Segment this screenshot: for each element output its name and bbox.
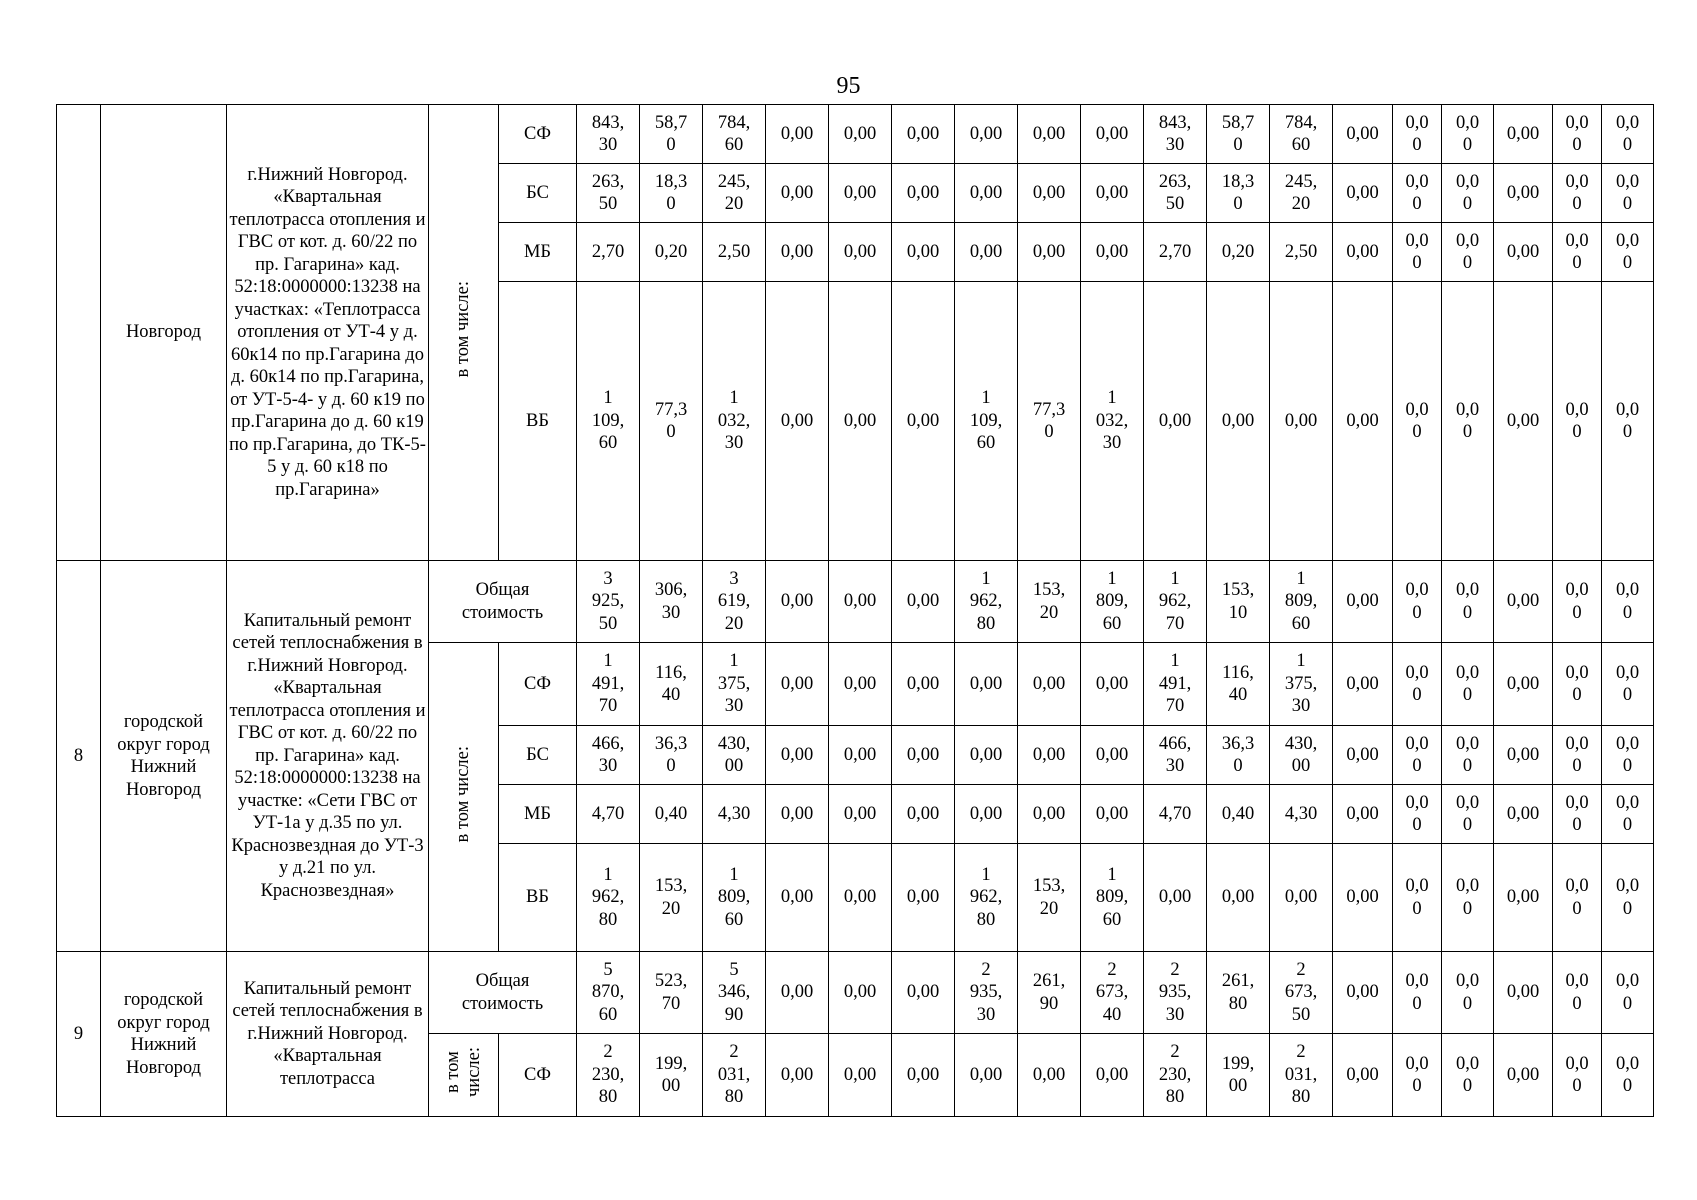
- value-cell: 0,00: [1494, 643, 1553, 726]
- value-cell: 0,0 0: [1393, 643, 1442, 726]
- value-cell: 0,00: [766, 1034, 829, 1117]
- value-cell: 261, 80: [1207, 952, 1270, 1034]
- value-cell: 2,70: [1144, 223, 1207, 282]
- value-cell: 0,00: [1494, 844, 1553, 952]
- value-cell: 0,00: [1018, 1034, 1081, 1117]
- value-cell: 2 935, 30: [955, 952, 1018, 1034]
- value-cell: 430, 00: [1270, 726, 1333, 785]
- value-cell: 0,00: [766, 282, 829, 561]
- value-cell: 1 809, 60: [1081, 561, 1144, 643]
- value-cell: 0,00: [892, 785, 955, 844]
- value-cell: 58,7 0: [1207, 105, 1270, 164]
- value-cell: 0,0 0: [1393, 105, 1442, 164]
- value-cell: 0,00: [1494, 726, 1553, 785]
- value-cell: 0,00: [1081, 105, 1144, 164]
- value-cell: 0,00: [766, 105, 829, 164]
- value-cell: 0,00: [829, 105, 892, 164]
- value-cell: 0,00: [1018, 105, 1081, 164]
- value-cell: 1 032, 30: [703, 282, 766, 561]
- value-cell: 0,0 0: [1442, 643, 1494, 726]
- value-cell: 0,0 0: [1442, 844, 1494, 952]
- value-cell: 2 935, 30: [1144, 952, 1207, 1034]
- value-cell: 36,3 0: [1207, 726, 1270, 785]
- value-cell: 0,0 0: [1553, 844, 1602, 952]
- table-row: [57, 561, 1654, 643]
- value-cell: 0,00: [1018, 785, 1081, 844]
- value-cell: 1 809, 60: [1270, 561, 1333, 643]
- value-cell: 843, 30: [1144, 105, 1207, 164]
- value-cell: 0,0 0: [1442, 164, 1494, 223]
- value-cell: 0,00: [766, 643, 829, 726]
- value-cell: 199, 00: [640, 1034, 703, 1117]
- value-cell: 784, 60: [703, 105, 766, 164]
- value-cell: 1 491, 70: [1144, 643, 1207, 726]
- value-cell: 0,00: [766, 844, 829, 952]
- value-cell: 0,00: [829, 561, 892, 643]
- value-cell: 0,00: [892, 726, 955, 785]
- value-cell: 0,0 0: [1442, 282, 1494, 561]
- value-cell: 0,20: [1207, 223, 1270, 282]
- value-cell: 1 962, 80: [955, 561, 1018, 643]
- value-cell: 0,00: [1018, 643, 1081, 726]
- value-cell: 306, 30: [640, 561, 703, 643]
- value-cell: 0,00: [1494, 785, 1553, 844]
- in-that-number-label: в том числе:: [429, 105, 499, 561]
- value-cell: 58,7 0: [640, 105, 703, 164]
- value-cell: 0,00: [1333, 785, 1393, 844]
- value-cell: 0,0 0: [1602, 643, 1654, 726]
- value-cell: 0,00: [1333, 844, 1393, 952]
- value-cell: 0,00: [1018, 223, 1081, 282]
- value-cell: 1 109, 60: [577, 282, 640, 561]
- value-cell: 4,70: [1144, 785, 1207, 844]
- value-cell: 0,0 0: [1602, 844, 1654, 952]
- value-cell: 0,00: [892, 1034, 955, 1117]
- value-cell: 0,00: [766, 223, 829, 282]
- value-cell: 0,0 0: [1602, 1034, 1654, 1117]
- value-cell: 0,0 0: [1442, 561, 1494, 643]
- value-cell: 0,00: [829, 282, 892, 561]
- value-cell: 0,00: [1333, 952, 1393, 1034]
- project-description: Капитальный ремонт сетей теплоснабжения в г.Нижний Новгород. «Квартальная теплотрасса отопления и ГВС от кот. д. 60/22 по пр. Гагарина» кад. 52:18:0000000:13238 на участке: «Сети ГВС от УТ-1а у д.35 по ул. Краснозвездная до УТ-3 у д.21 по ул. Краснозвездная»: [227, 561, 429, 952]
- value-cell: 263, 50: [1144, 164, 1207, 223]
- value-cell: 1 809, 60: [1081, 844, 1144, 952]
- value-cell: 0,00: [1333, 726, 1393, 785]
- value-cell: 0,00: [829, 223, 892, 282]
- value-cell: 0,00: [1144, 282, 1207, 561]
- value-cell: 430, 00: [703, 726, 766, 785]
- in-that-number-label: в том числе:: [429, 643, 499, 952]
- project-description: г.Нижний Новгород. «Квартальная теплотрасса отопления и ГВС от кот. д. 60/22 по пр. Гагарина» кад. 52:18:0000000:13238 на участках: «Теплотрасса отопления от УТ-4 у д. 60к14 по пр.Гагарина до д. 60к14 по пр.Гагарина, от УТ-5-4- у д. 60 к19 по пр.Гагарина до д. 60 к19 по пр.Гагарина, до ТК-5-5 у д. 60 к18 по пр.Гагарина»: [227, 105, 429, 561]
- value-cell: 0,0 0: [1393, 844, 1442, 952]
- value-cell: 0,00: [829, 643, 892, 726]
- value-cell: 0,00: [892, 952, 955, 1034]
- funding-source: БС: [499, 726, 577, 785]
- value-cell: 843, 30: [577, 105, 640, 164]
- budget-table: [56, 104, 1654, 1117]
- value-cell: 1 962, 80: [577, 844, 640, 952]
- value-cell: 153, 10: [1207, 561, 1270, 643]
- value-cell: 0,0 0: [1393, 1034, 1442, 1117]
- value-cell: 0,0 0: [1553, 952, 1602, 1034]
- value-cell: 0,00: [766, 785, 829, 844]
- value-cell: 0,00: [766, 164, 829, 223]
- value-cell: 0,00: [829, 1034, 892, 1117]
- value-cell: 77,3 0: [640, 282, 703, 561]
- value-cell: 0,0 0: [1553, 164, 1602, 223]
- funding-source: ВБ: [499, 844, 577, 952]
- value-cell: 116, 40: [1207, 643, 1270, 726]
- funding-source: МБ: [499, 223, 577, 282]
- value-cell: 0,0 0: [1442, 952, 1494, 1034]
- value-cell: 523, 70: [640, 952, 703, 1034]
- value-cell: 0,0 0: [1553, 643, 1602, 726]
- value-cell: 0,00: [1081, 1034, 1144, 1117]
- value-cell: 0,0 0: [1553, 561, 1602, 643]
- value-cell: 466, 30: [1144, 726, 1207, 785]
- value-cell: 0,0 0: [1602, 282, 1654, 561]
- value-cell: 0,00: [1494, 105, 1553, 164]
- value-cell: 0,0 0: [1553, 785, 1602, 844]
- value-cell: 1 109, 60: [955, 282, 1018, 561]
- value-cell: 0,00: [1018, 726, 1081, 785]
- value-cell: 0,00: [892, 105, 955, 164]
- value-cell: 261, 90: [1018, 952, 1081, 1034]
- value-cell: 0,00: [892, 844, 955, 952]
- value-cell: 3 925, 50: [577, 561, 640, 643]
- value-cell: 2 230, 80: [577, 1034, 640, 1117]
- value-cell: 0,00: [1207, 844, 1270, 952]
- funding-source: МБ: [499, 785, 577, 844]
- value-cell: 0,0 0: [1553, 223, 1602, 282]
- value-cell: 0,00: [1081, 643, 1144, 726]
- value-cell: 4,30: [1270, 785, 1333, 844]
- value-cell: 0,00: [955, 1034, 1018, 1117]
- value-cell: 0,00: [1081, 223, 1144, 282]
- value-cell: 2 673, 50: [1270, 952, 1333, 1034]
- value-cell: 245, 20: [1270, 164, 1333, 223]
- value-cell: 0,00: [1144, 844, 1207, 952]
- value-cell: 0,0 0: [1442, 726, 1494, 785]
- row-number-cell: 8: [57, 561, 101, 952]
- value-cell: 153, 20: [1018, 561, 1081, 643]
- value-cell: 0,0 0: [1602, 785, 1654, 844]
- value-cell: 0,00: [892, 223, 955, 282]
- value-cell: 153, 20: [640, 844, 703, 952]
- row-number-cell: [57, 105, 101, 561]
- value-cell: 1 491, 70: [577, 643, 640, 726]
- value-cell: 0,00: [1494, 223, 1553, 282]
- value-cell: 0,0 0: [1442, 223, 1494, 282]
- value-cell: 0,0 0: [1602, 105, 1654, 164]
- value-cell: 1 962, 80: [955, 844, 1018, 952]
- value-cell: 2 031, 80: [703, 1034, 766, 1117]
- value-cell: 4,70: [577, 785, 640, 844]
- value-cell: 0,0 0: [1393, 561, 1442, 643]
- value-cell: 0,00: [955, 643, 1018, 726]
- total-cost-label: Общая стоимость: [429, 561, 577, 643]
- value-cell: 2 230, 80: [1144, 1034, 1207, 1117]
- value-cell: 0,00: [1333, 164, 1393, 223]
- table-row: [57, 952, 1654, 1034]
- value-cell: 2 673, 40: [1081, 952, 1144, 1034]
- value-cell: 5 346, 90: [703, 952, 766, 1034]
- value-cell: 466, 30: [577, 726, 640, 785]
- value-cell: 0,00: [892, 643, 955, 726]
- value-cell: 0,0 0: [1393, 223, 1442, 282]
- value-cell: 0,00: [1494, 561, 1553, 643]
- value-cell: 0,00: [1494, 282, 1553, 561]
- value-cell: 153, 20: [1018, 844, 1081, 952]
- funding-source: БС: [499, 164, 577, 223]
- value-cell: 0,00: [1333, 223, 1393, 282]
- row-number-cell: 9: [57, 952, 101, 1117]
- municipality-cell: городской округ город Нижний Новгород: [101, 952, 227, 1117]
- value-cell: 0,0 0: [1602, 223, 1654, 282]
- value-cell: 0,0 0: [1393, 726, 1442, 785]
- value-cell: 0,00: [892, 164, 955, 223]
- value-cell: 0,40: [1207, 785, 1270, 844]
- value-cell: 263, 50: [577, 164, 640, 223]
- value-cell: 1 375, 30: [703, 643, 766, 726]
- value-cell: 0,00: [955, 105, 1018, 164]
- page-number: 95: [836, 73, 861, 99]
- value-cell: 0,20: [640, 223, 703, 282]
- value-cell: 0,00: [955, 164, 1018, 223]
- value-cell: 0,00: [1081, 164, 1144, 223]
- value-cell: 2,70: [577, 223, 640, 282]
- value-cell: 0,00: [829, 164, 892, 223]
- value-cell: 0,00: [1333, 1034, 1393, 1117]
- value-cell: 0,0 0: [1553, 726, 1602, 785]
- value-cell: 0,00: [766, 952, 829, 1034]
- value-cell: 1 809, 60: [703, 844, 766, 952]
- value-cell: 77,3 0: [1018, 282, 1081, 561]
- value-cell: 0,00: [829, 785, 892, 844]
- value-cell: 0,00: [1270, 282, 1333, 561]
- funding-source: СФ: [499, 105, 577, 164]
- value-cell: 1 962, 70: [1144, 561, 1207, 643]
- value-cell: 0,0 0: [1553, 282, 1602, 561]
- value-cell: 0,00: [1333, 105, 1393, 164]
- value-cell: 0,00: [829, 726, 892, 785]
- value-cell: 0,00: [1270, 844, 1333, 952]
- value-cell: 0,0 0: [1393, 952, 1442, 1034]
- value-cell: 0,0 0: [1602, 726, 1654, 785]
- total-cost-label: Общая стоимость: [429, 952, 577, 1034]
- value-cell: 1 375, 30: [1270, 643, 1333, 726]
- value-cell: 0,0 0: [1442, 785, 1494, 844]
- value-cell: 2,50: [703, 223, 766, 282]
- value-cell: 0,00: [1081, 726, 1144, 785]
- value-cell: 0,0 0: [1602, 561, 1654, 643]
- value-cell: 0,00: [829, 844, 892, 952]
- value-cell: 0,00: [1081, 785, 1144, 844]
- value-cell: 0,00: [1494, 952, 1553, 1034]
- value-cell: 0,00: [1207, 282, 1270, 561]
- value-cell: 0,0 0: [1393, 785, 1442, 844]
- table-row: [57, 105, 1654, 164]
- value-cell: 18,3 0: [640, 164, 703, 223]
- in-that-number-label: в том числе:: [429, 1034, 499, 1117]
- funding-source: СФ: [499, 643, 577, 726]
- value-cell: 0,0 0: [1602, 164, 1654, 223]
- value-cell: 116, 40: [640, 643, 703, 726]
- value-cell: 2,50: [1270, 223, 1333, 282]
- value-cell: 0,0 0: [1553, 1034, 1602, 1117]
- value-cell: 0,0 0: [1553, 105, 1602, 164]
- funding-source: ВБ: [499, 282, 577, 561]
- value-cell: 36,3 0: [640, 726, 703, 785]
- value-cell: 0,00: [1333, 561, 1393, 643]
- funding-source: СФ: [499, 1034, 577, 1117]
- value-cell: 0,00: [1494, 1034, 1553, 1117]
- value-cell: 0,00: [892, 561, 955, 643]
- value-cell: 0,00: [1333, 643, 1393, 726]
- value-cell: 0,0 0: [1602, 952, 1654, 1034]
- municipality-cell: Новгород: [101, 105, 227, 561]
- value-cell: 0,0 0: [1442, 105, 1494, 164]
- value-cell: 0,00: [955, 223, 1018, 282]
- value-cell: 3 619, 20: [703, 561, 766, 643]
- value-cell: 18,3 0: [1207, 164, 1270, 223]
- value-cell: 1 032, 30: [1081, 282, 1144, 561]
- value-cell: 0,00: [955, 785, 1018, 844]
- value-cell: 0,00: [766, 726, 829, 785]
- value-cell: 0,00: [955, 726, 1018, 785]
- municipality-cell: городской округ город Нижний Новгород: [101, 561, 227, 952]
- value-cell: 0,00: [766, 561, 829, 643]
- value-cell: 2 031, 80: [1270, 1034, 1333, 1117]
- value-cell: 199, 00: [1207, 1034, 1270, 1117]
- value-cell: 0,00: [1018, 164, 1081, 223]
- table-body: [57, 105, 1654, 1117]
- value-cell: 0,0 0: [1442, 1034, 1494, 1117]
- value-cell: 5 870, 60: [577, 952, 640, 1034]
- value-cell: 0,00: [1494, 164, 1553, 223]
- value-cell: 0,0 0: [1393, 164, 1442, 223]
- value-cell: 4,30: [703, 785, 766, 844]
- value-cell: 0,0 0: [1393, 282, 1442, 561]
- value-cell: 784, 60: [1270, 105, 1333, 164]
- project-description: Капитальный ремонт сетей теплоснабжения в г.Нижний Новгород. «Квартальная теплотрасса: [227, 952, 429, 1117]
- value-cell: 245, 20: [703, 164, 766, 223]
- value-cell: 0,40: [640, 785, 703, 844]
- value-cell: 0,00: [892, 282, 955, 561]
- value-cell: 0,00: [1333, 282, 1393, 561]
- value-cell: 0,00: [829, 952, 892, 1034]
